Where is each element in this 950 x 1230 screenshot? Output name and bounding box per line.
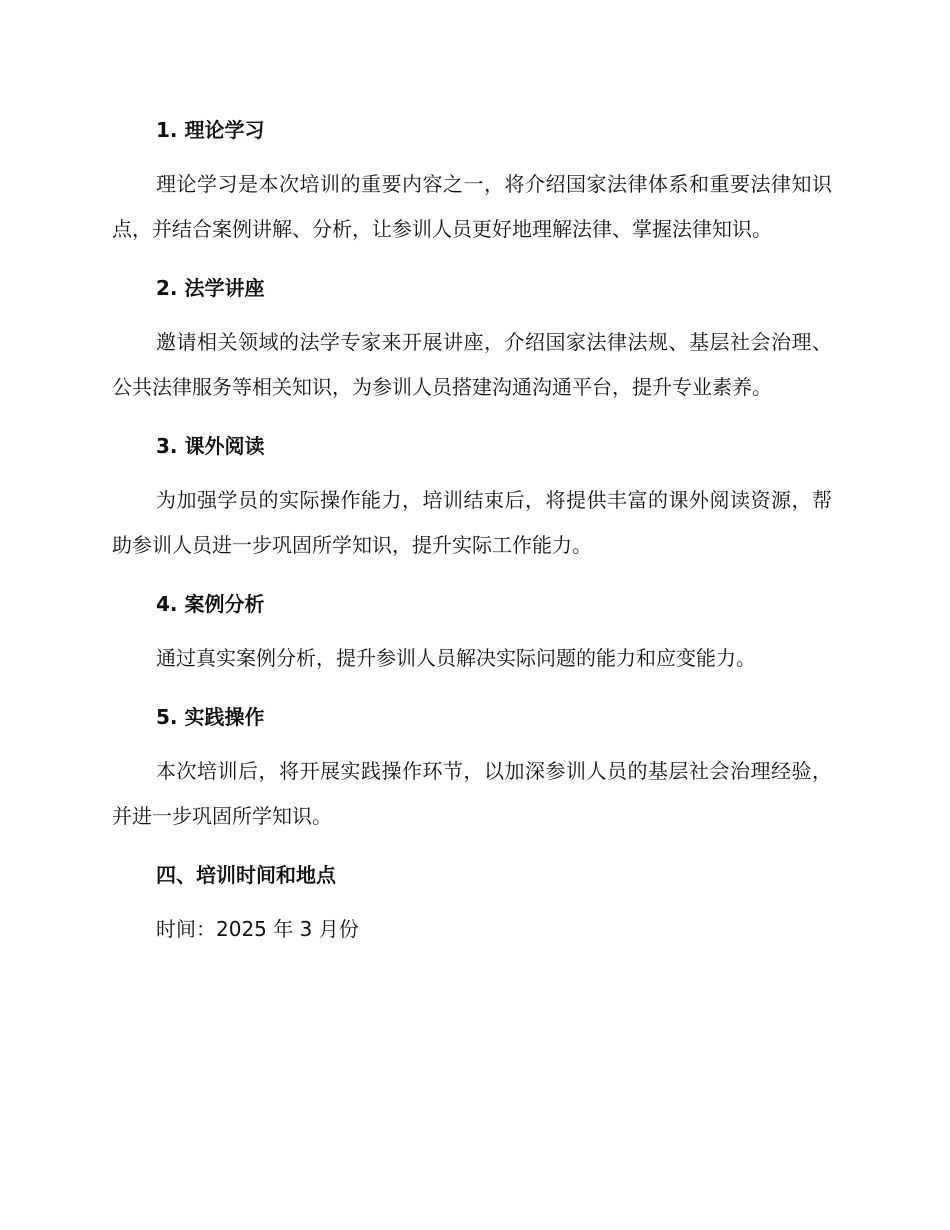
section-heading-practice: 5. 实践操作 (156, 705, 265, 729)
section-heading-lecture: 2. 法学讲座 (156, 276, 265, 300)
section-heading-theory: 1. 理论学习 (156, 118, 265, 142)
section-body-reading: 为加强学员的实际操作能力，培训结束后，将提供丰富的课外阅读资源，帮助参训人员进一步巩固所学知识，提升实际工作能力。 (112, 488, 832, 557)
section-body-lecture: 邀请相关领域的法学专家来开展讲座，介绍国家法律法规、基层社会治理、公共法律服务等相关知识，为参训人员搭建沟通沟通平台，提升专业素养。 (112, 330, 832, 399)
section-heading-case-analysis: 4. 案例分析 (156, 592, 265, 616)
section-body-practice: 本次培训后，将开展实践操作环节，以加深参训人员的基层社会治理经验，并进一步巩固所学知识。 (112, 759, 832, 828)
section-heading-time-location: 四、培训时间和地点 (156, 863, 336, 887)
section-body-time: 时间：2025 年 3 月份 (156, 917, 359, 941)
section-body-theory: 理论学习是本次培训的重要内容之一，将介绍国家法律体系和重要法律知识点，并结合案例讲解、分析，让参训人员更好地理解法律、掌握法律知识。 (112, 172, 832, 241)
section-heading-reading: 3. 课外阅读 (156, 434, 265, 458)
section-body-case-analysis: 通过真实案例分析，提升参训人员解决实际问题的能力和应变能力。 (156, 646, 756, 670)
document-page (112, 108, 832, 952)
